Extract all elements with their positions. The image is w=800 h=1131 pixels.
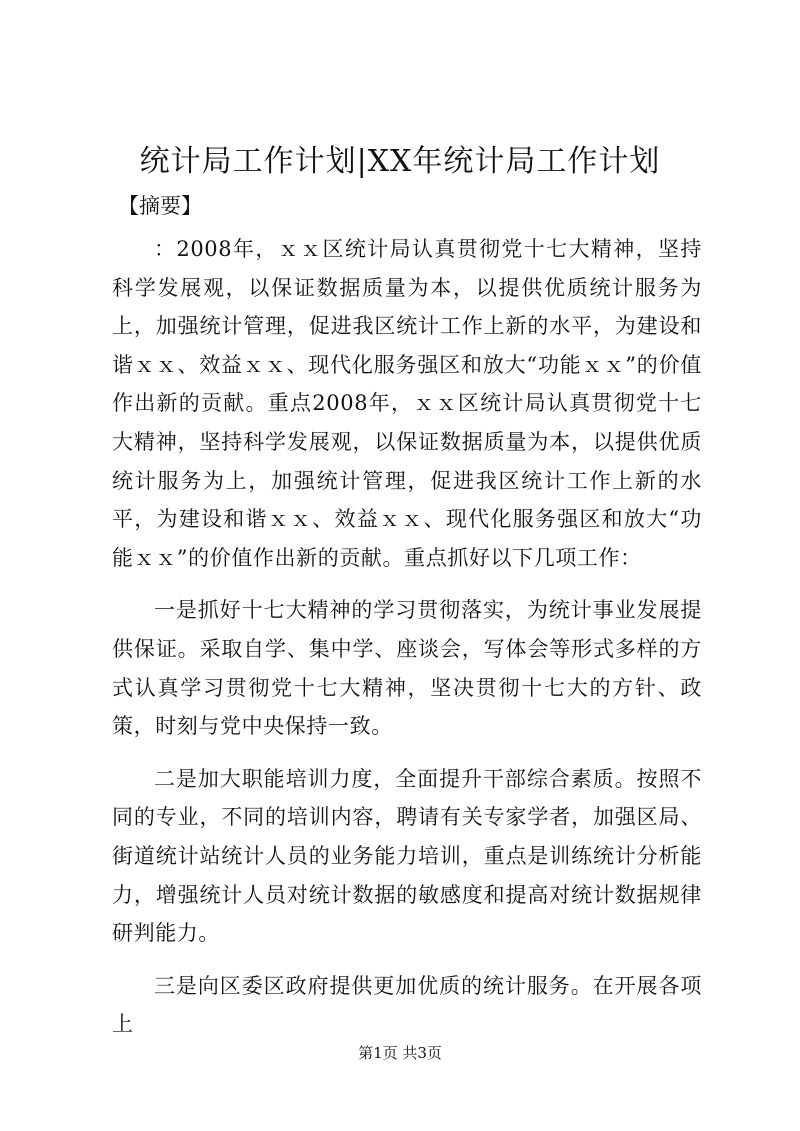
paragraph-study: 一是抓好十七大精神的学习贯彻落实，为统计事业发展提供保证。采取自学、集中学、座谈会，写体会等形式多样的方式认真学习贯彻党十七大精神，坚决贯彻十七大的方针、政策，时刻与党中央保持一致。 [112, 598, 702, 739]
document-title: 统计局工作计划|XX年统计局工作计划 [139, 144, 661, 179]
paragraph-training: 二是加大职能培训力度，全面提升干部综合素质。按照不同的专业，不同的培训内容，聘请有关专家学者，加强区局、街道统计站统计人员的业务能力培训，重点是训练统计分析能力，增强统计人员对统计数据的敏感度和提高对统计数据规律研判能力。 [112, 766, 702, 946]
abstract-label: 【摘要】 [118, 194, 202, 218]
paragraph-service: 三是向区委区政府提供更加优质的统计服务。在开展各项上 [112, 973, 702, 1037]
paragraph-abstract: ：2008年，ｘｘ区统计局认真贯彻党十七大精神，坚持科学发展观，以保证数据质量为本，以提供优质统计服务为上，加强统计管理，促进我区统计工作上新的水平，为建设和谐ｘｘ、效益ｘｘ、现代化服务强区和放大“功能ｘｘ”的价值作出新的贡献。重点2008年，ｘｘ区统计局认真贯彻党十七大精神，坚持科学发展观，以保证数据质量为本，以提供优质统计服务为上，加强统计管理，促进我区统计工作上新的水平，为建设和谐ｘｘ、效益ｘｘ、现代化服务强区和放大“功能ｘｘ”的价值作出新的贡献。重点抓好以下几项工作： [112, 237, 702, 570]
document-body [112, 230, 702, 1044]
page-footer: 第1页 共3页 [358, 1044, 442, 1062]
